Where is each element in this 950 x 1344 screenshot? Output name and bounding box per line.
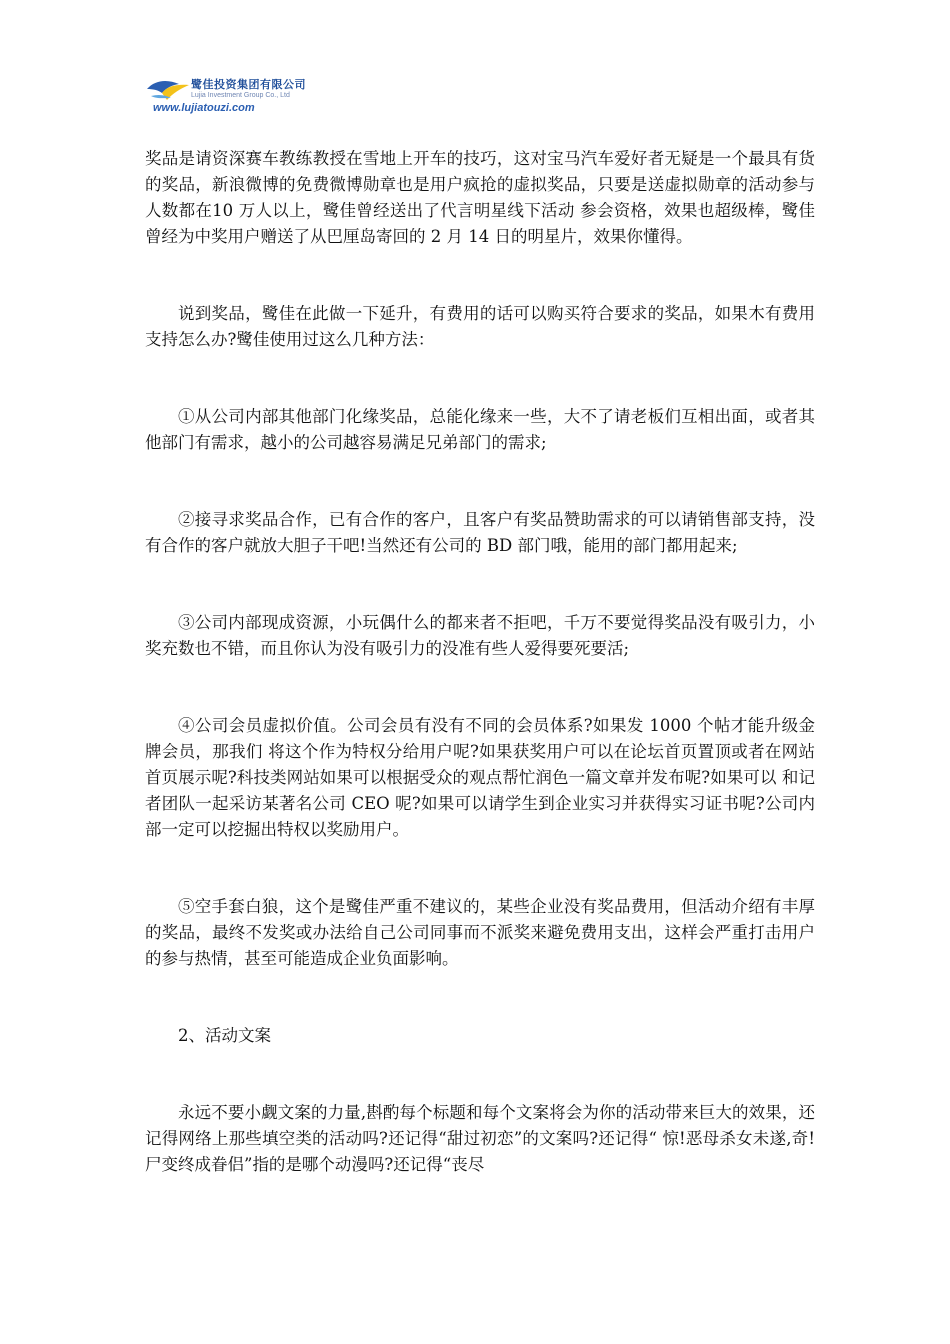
paragraph-method-4: ④公司会员虚拟价值。公司会员有没有不同的会员体系?如果发 1000 个帖才能升级金牌会员，那我们 将这个作为特权分给用户呢?如果获奖用户可以在论坛首页置顶或者在网站首页展示呢?科技类网站如果可以根据受众的观点帮忙润色一篇文章并发布呢?如果可以 和记者团队一起采访某著名公司 CEO 呢?如果可以请学生到企业实习并获得实习证书呢?公司内部一定可以挖掘出特权以奖励用户。 [145, 716, 815, 839]
paragraph-method-5: ⑤空手套白狼，这个是鹭佳严重不建议的，某些企业没有奖品费用，但活动介绍有丰厚的奖品，最终不发奖或办法给自己公司同事而不派奖来避免费用支出，这样会严重打击用户的参与热情，甚至可能造成企业负面影响。 [145, 897, 815, 968]
paragraph-copywriting: 永远不要小觑文案的力量,斟酌每个标题和每个文案将会为你的活动带来巨大的效果，还记得网络上那些填空类的活动吗?还记得“甜过初恋”的文案吗?还记得“ 惊!恶母杀女未遂,奇!尸变终成眷侣”指的是哪个动漫吗?还记得“丧尽 [145, 1103, 815, 1174]
company-english-name: Lujia Investment Group Co., Ltd [191, 92, 290, 99]
document-body [145, 146, 815, 1178]
paragraph-method-3: ③公司内部现成资源，小玩偶什么的都来者不拒吧，千万不要觉得奖品没有吸引力，小奖充数也不错，而且你认为没有吸引力的没准有些人爱得要死要活; [145, 613, 815, 658]
paragraph-prize-examples: 奖品是请资深赛车教练教授在雪地上开车的技巧，这对宝马汽车爱好者无疑是一个最具有货的奖品，新浪微博的免费微博勋章也是用户疯抢的虚拟奖品，只要是送虚拟勋章的活动参与人数都在10 万人以上，鹭佳曾经送出了代言明星线下活动 参会资格，效果也超级棒，鹭佳曾经为中奖用户赠送了从巴厘岛寄回的 2 月 14 日的明星片，效果你懂得。 [145, 149, 815, 246]
paragraph-method-2: ②接寻求奖品合作，已有合作的客户，且客户有奖品赞助需求的可以请销售部支持，没有合作的客户就放大胆子干吧!当然还有公司的 BD 部门哦，能用的部门都用起来; [145, 510, 815, 555]
company-website: www.lujiatouzi.com [153, 102, 255, 114]
paragraph-method-1: ①从公司内部其他部门化缘奖品，总能化缘来一些，大不了请老板们互相出面，或者其他部门有需求，越小的公司越容易满足兄弟部门的需求; [145, 407, 815, 452]
company-name: 鹭佳投资集团有限公司 [191, 78, 306, 91]
section-heading-activity-copy: 2、活动文案 [178, 1026, 271, 1045]
paragraph-prize-methods-intro: 说到奖品，鹭佳在此做一下延升，有费用的话可以购买符合要求的奖品，如果木有费用支持怎么办?鹭佳使用过这么几种方法： [145, 304, 815, 349]
company-header [145, 72, 405, 122]
